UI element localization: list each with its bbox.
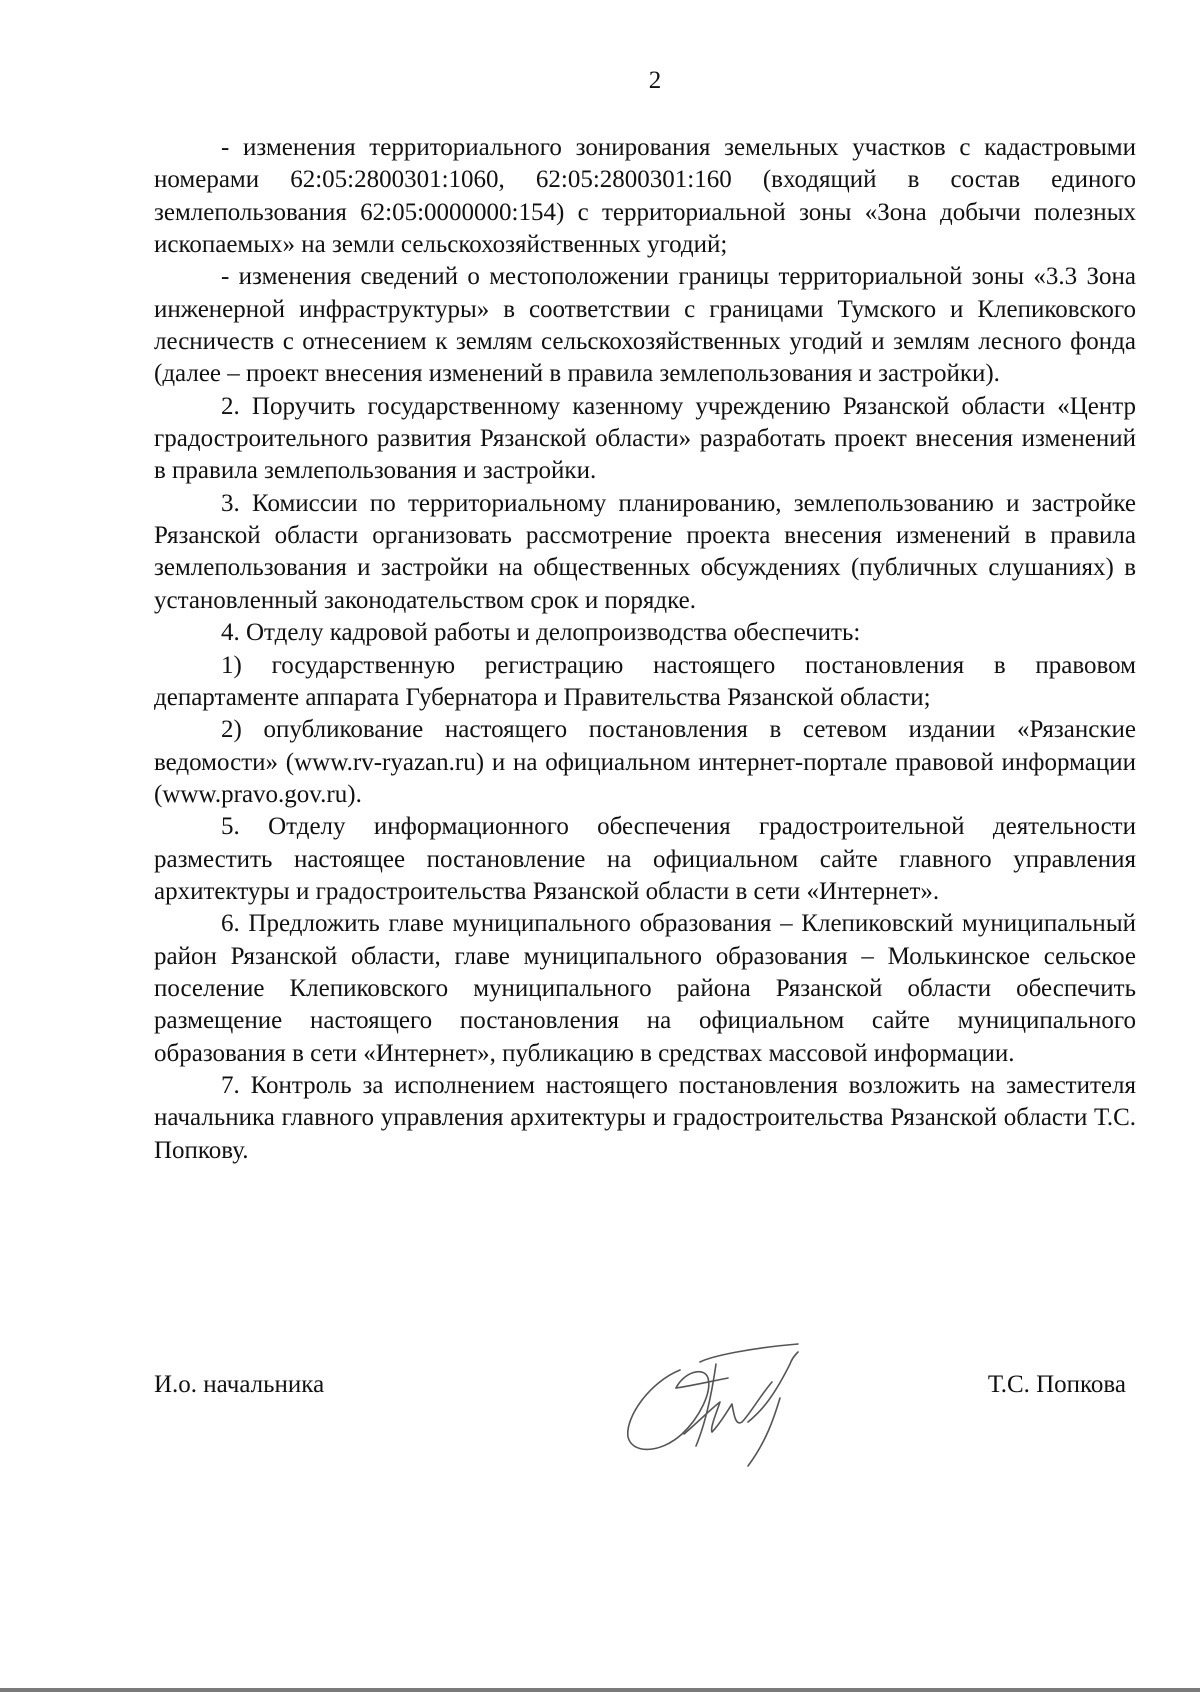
paragraph-item-4: 4. Отделу кадровой работы и делопроизводства обеспечить: <box>221 619 861 647</box>
paragraph-zoning-change: - изменения территориального зонирования земельных участков с кадастровыми номерами 62:05:2800301:1060, 62:05:2800301:160 (входящий в состав единого землепользования 62:05:0000000:154) с территориальной зоны «Зона добычи полезных ископаемых» на земли сельскохозяйственных угодий; <box>154 134 1136 259</box>
paragraph-item-4-1: 1) государственную регистрацию настоящего постановления в правовом департаменте аппарата Губернатора и Правительства Рязанской области; <box>154 651 1136 711</box>
paragraph-item-6: 6. Предложить главе муниципального образования – Клепиковский муниципальный район Рязанской области, главе муниципального образования – Молькинское сельское поселение Клепиковского муниципального района Рязанской области обеспечить размещение настоящего постановления на официальном сайте муниципального образования в сети «Интернет», публикацию в средствах массовой информации. <box>154 910 1136 1067</box>
paragraph-item-7: 7. Контроль за исполнением настоящего постановления возложить на заместителя начальника главного управления архитектуры и градостроительства Рязанской области Т.С. Попкову. <box>154 1071 1136 1164</box>
paragraph-item-4-2: 2) опубликование настоящего постановления в сетевом издании «Рязанские ведомости» (www.rv-ryazan.ru) и на официальном интернет-портале правовой информации (www.pravo.gov.ru). <box>154 716 1136 808</box>
signatory-name: Т.С. Попкова <box>987 1371 1126 1398</box>
signatory-title: И.о. начальника <box>154 1371 325 1398</box>
paragraph-boundary-change: - изменения сведений о местоположении границы территориальной зоны «3.3 Зона инженерной инфраструктуры» в соответствии с границами Тумского и Клепиковского лесничеств с отнесением к землям сельскохозяйственных угодий и землям лесного фонда (далее – проект внесения изменений в правила землепользования и застройки). <box>154 263 1136 388</box>
paragraph-item-2: 2. Поручить государственному казенному учреждению Рязанской области «Центр градостроительного развития Рязанской области» разработать проект внесения изменений в правила землепользования и застройки. <box>154 392 1136 485</box>
paragraph-item-5: 5. Отделу информационного обеспечения градостроительной деятельности разместить настоящее постановление на официальном сайте главного управления архитектуры и градостроительства Рязанской области в сети «Интернет». <box>154 813 1136 905</box>
bottom-rule <box>0 1688 1200 1692</box>
page-number: 2 <box>648 67 662 94</box>
document-body <box>154 132 1136 1167</box>
paragraph-item-3: 3. Комиссии по территориальному планированию, землепользованию и застройке Рязанской области организовать рассмотрение проекта внесения изменений в правила землепользования и застройки на общественных обсуждениях (публичных слушаниях) в установленный законодательством срок и порядке. <box>154 489 1136 614</box>
handwritten-signature <box>620 1342 820 1467</box>
